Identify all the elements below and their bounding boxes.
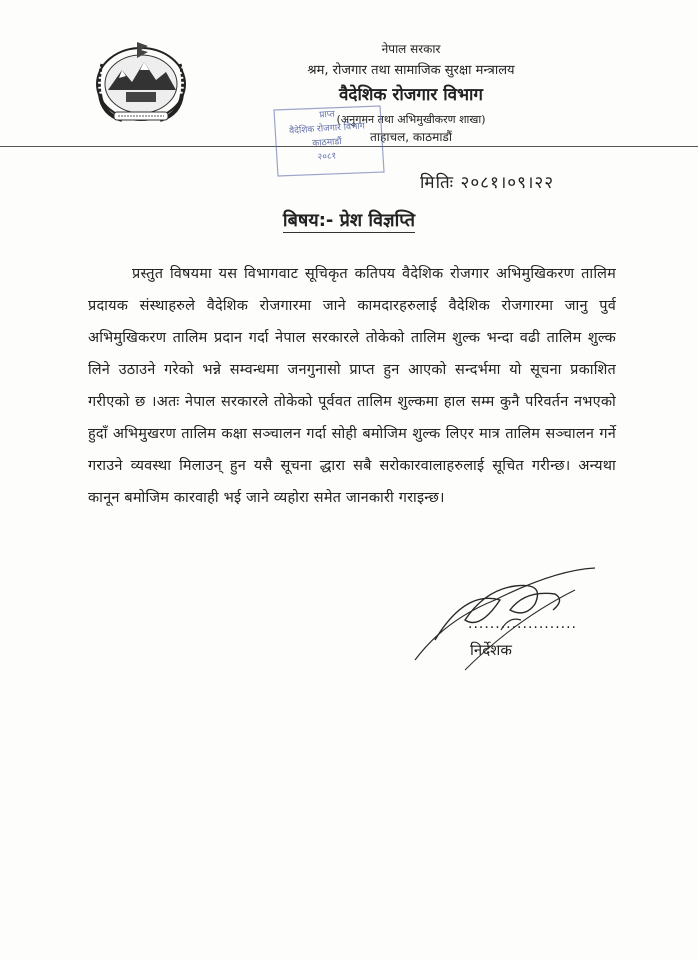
government-name: नेपाल सरकार [381, 42, 441, 56]
signature-line: .................... [468, 616, 578, 632]
subject-heading [0, 208, 698, 232]
stamp-line-1: प्राप्त [318, 109, 336, 121]
stamp-line-3: काठमाडौं [312, 136, 342, 150]
received-stamp [262, 102, 392, 178]
signatory-title: निर्देशक [470, 641, 512, 659]
stamp-line-4: २०८१ [317, 151, 337, 163]
department-name: वैदेशिक रोजगार विभाग [338, 85, 483, 105]
press-release-body: प्रस्तुत विषयमा यस विभागवाट सूचिकृत कतिपय वैदेशिक रोजगार अभिमुखिकरण तालिम प्रदायक संस्थाहरुले वैदेशिक रोजगारमा जाने कामदारहरुलाई वैदेशिक रोजगारमा जानु पुर्व अभिमुखिकरण तालिम प्रदान गर्दा नेपाल सरकारले तोकेको तालिम शुल्क भन्दा वढी तालिम शुल्क लिने उठाउने गरेको भन्ने सम्वन्धमा जनगुनासो प्राप्त हुन आएको सन्दर्भमा यो सूचना प्रकाशित गरीएको छ ।अतः नेपाल सरकारले तोकेको पूर्ववत तालिम शुल्कमा हाल सम्म कुनै परिवर्तन नभएको हुदाँ अभिमुखरण तालिम कक्षा सञ्चालन गर्दा सोही बमोजिम शुल्क लिएर मात्र तालिम सञ्चालन गर्ने गराउने व्यवस्था मिलाउन् हुन यसै सूचना द्धारा सबै सरोकारवालाहरुलाई सूचित गरीन्छ। अन्यथा कानून बमोजिम कारवाही भई जाने व्यहोरा समेत जानकारी गराइन्छ। [88, 266, 616, 506]
document-date: मितिः २०८१।०९।२२ [420, 173, 555, 193]
subject-text: बिषय:- प्रेश विज्ञप्ति [282, 210, 416, 231]
stamp-line-2: वैदेशिक रोजगार विभाग [288, 121, 366, 137]
office-location: ताहाचल, काठमाडौं [370, 130, 452, 144]
ministry-name: श्रम, रोजगार तथा सामाजिक सुरक्षा मन्त्रालय [307, 63, 515, 78]
section-name: (अनुगमन तथा अभिमुखीकरण शाखा) [336, 113, 486, 126]
